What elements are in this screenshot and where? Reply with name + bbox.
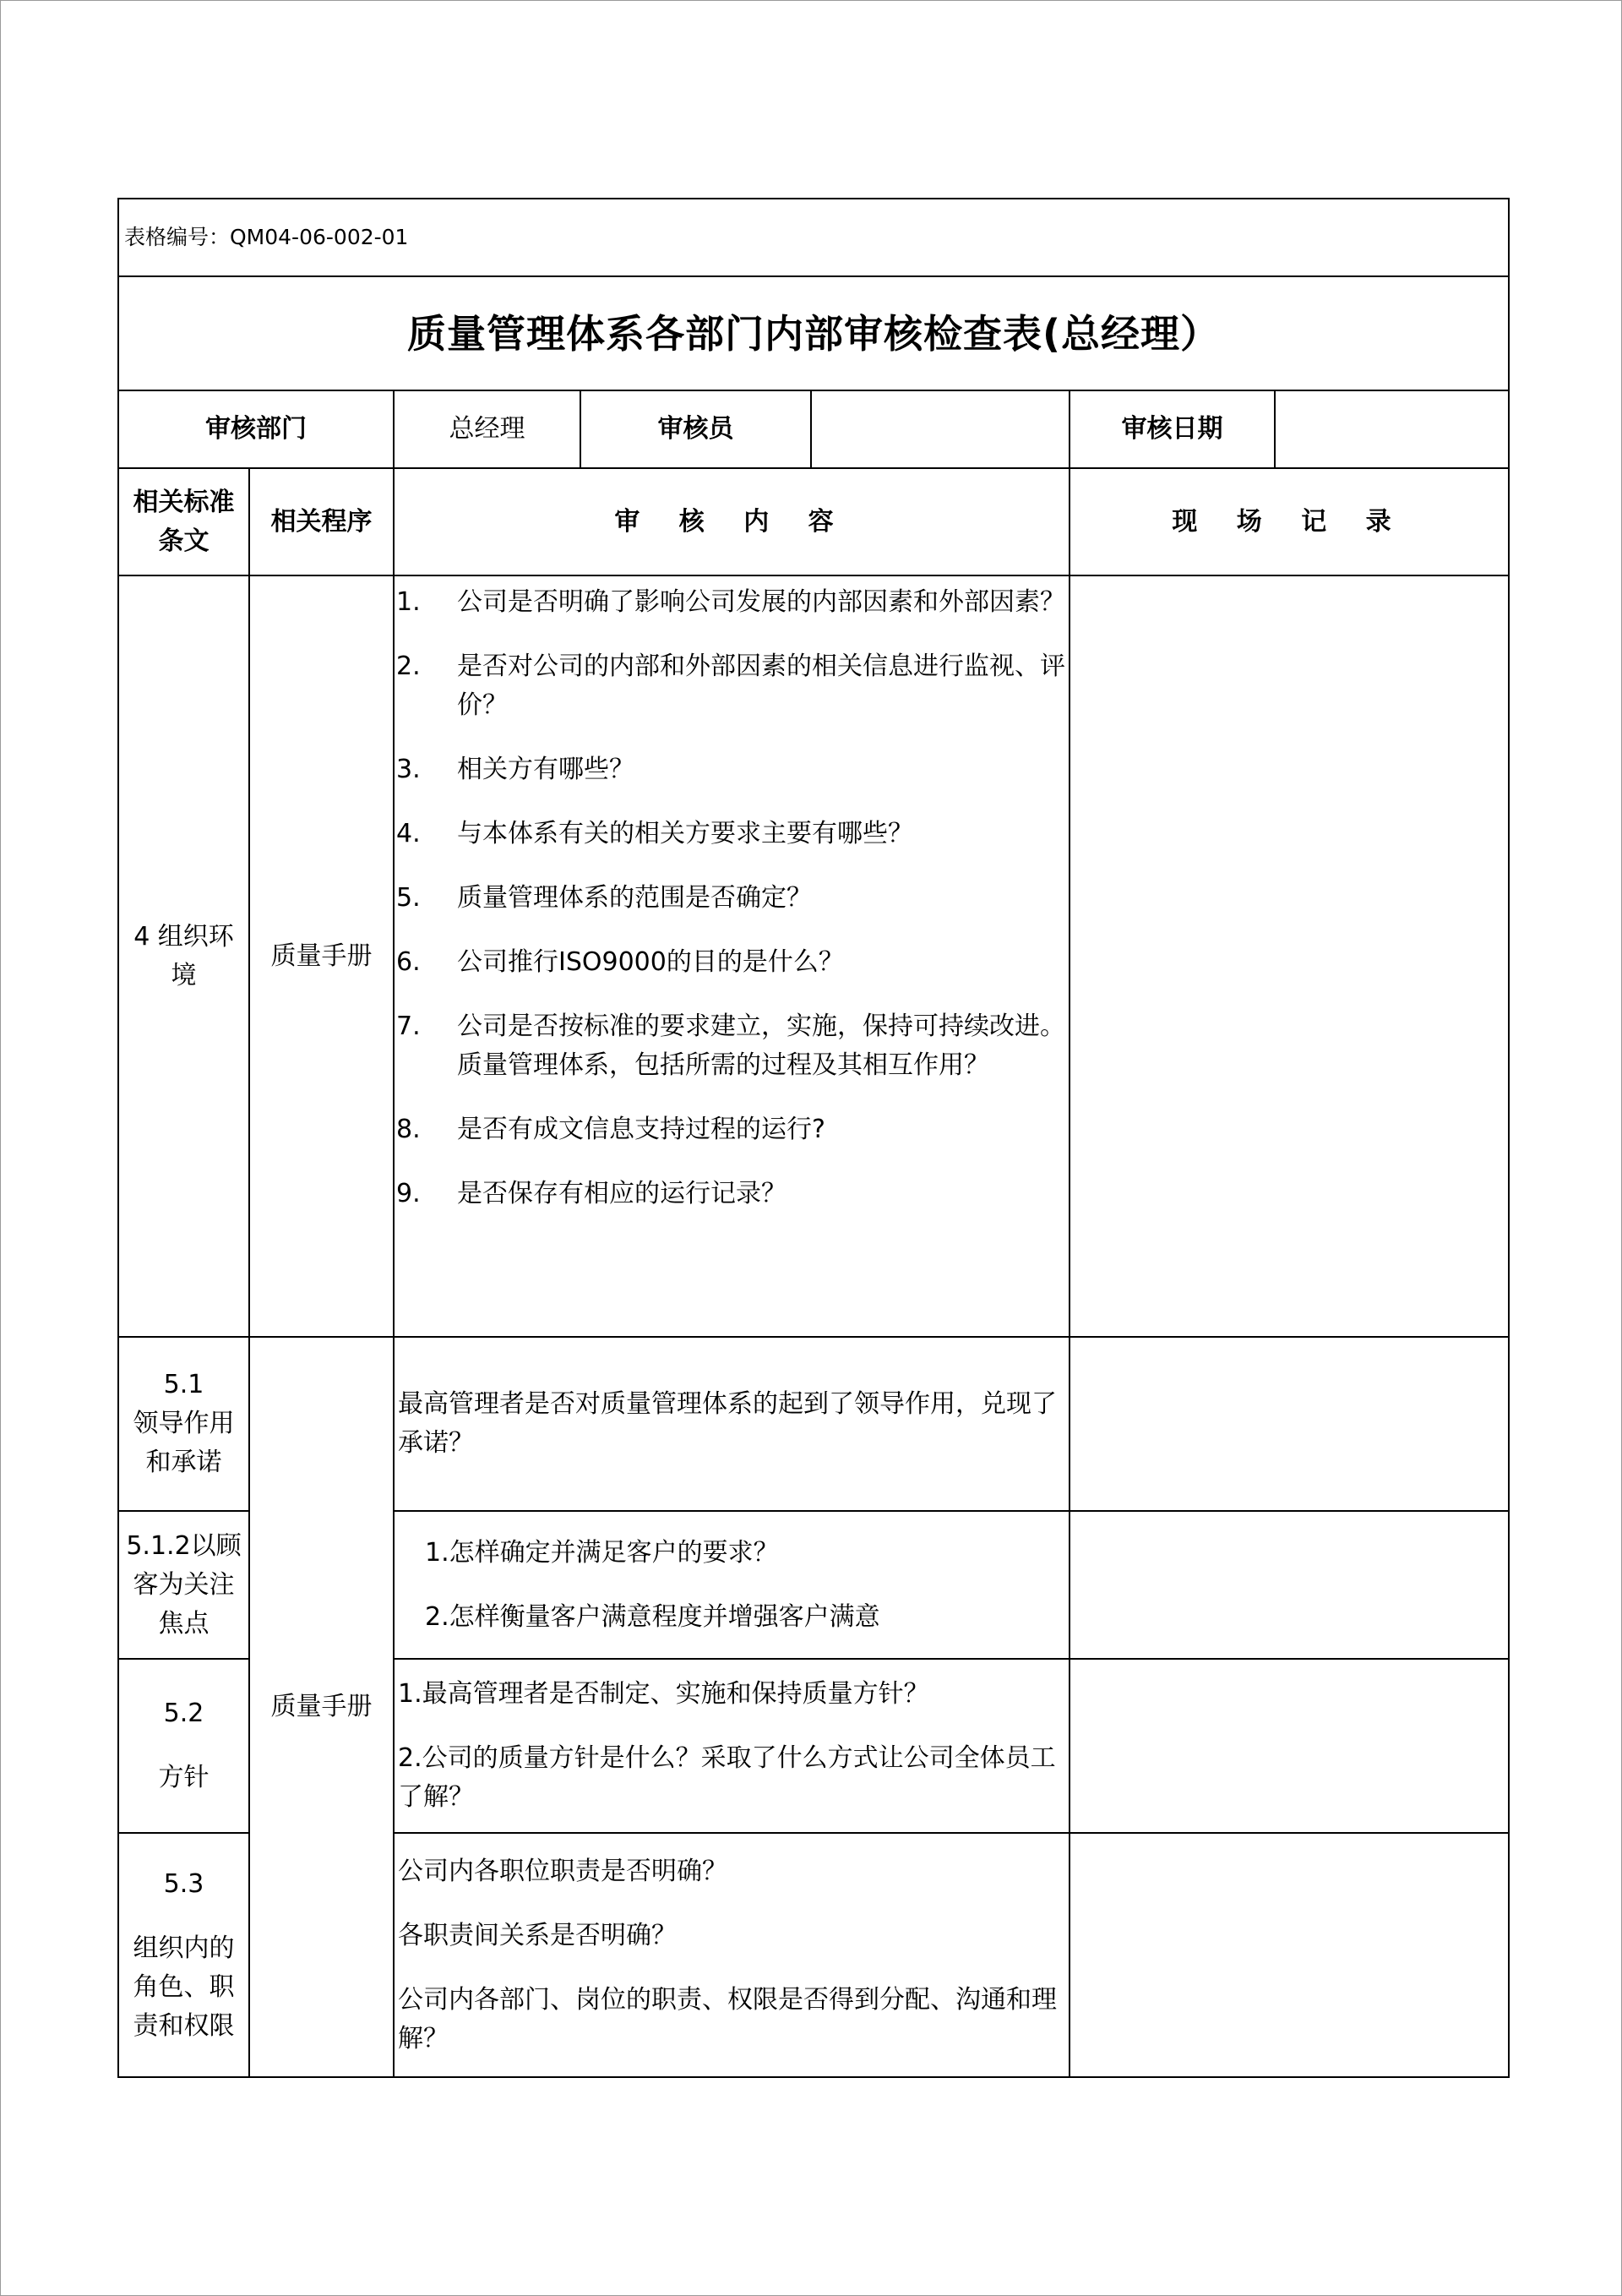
list-item: 9. 是否保存有相应的运行记录？ [396,1179,787,1208]
list-item: 4. 与本体系有关的相关方要求主要有哪些？ [396,819,913,848]
list-item: 公司内各部门、岗位的职责、权限是否得到分配、沟通和理解？ [398,1984,1057,2053]
content-5-1-2 [394,1511,1070,1659]
list-item: 1. 公司是否明确了影响公司发展的内部因素和外部因素？ [396,587,1065,617]
col-header-record: 现 场 记 录 [1070,468,1509,575]
procedure-4: 质量手册 [249,575,394,1337]
auditor-label: 审核员 [580,390,811,468]
content-5-1: 最高管理者是否对质量管理体系的起到了领导作用，兑现了承诺？ [394,1337,1070,1511]
list-item: 2. 是否对公司的内部和外部因素的相关信息进行监视、评价？ [396,652,1065,720]
audit-date-label: 审核日期 [1070,390,1275,468]
record-5-3[interactable] [1070,1833,1509,2077]
list-item: 2.怎样衡量客户满意程度并增强客户满意 [425,1601,880,1632]
form-number: 表格编号：QM04-06-002-01 [118,199,1509,276]
clause-5-1 [118,1337,249,1511]
clause-5-3-num: 5.3 [163,1868,204,1899]
list-item: 2.公司的质量方针是什么？采取了什么方式让公司全体员工了解？ [398,1743,1056,1812]
page-title: 质量管理体系各部门内部审核检查表(总经理） [118,276,1509,390]
list-item: 1.怎样确定并满足客户的要求？ [425,1537,779,1568]
record-4[interactable] [1070,575,1509,1337]
clause-5-3-title: 组织内的角色、职责和权限 [133,1933,235,2041]
list-item: 7. 公司是否按标准的要求建立，实施，保持可持续改进。质量管理体系，包括所需的过程及其相互作用？ [396,1012,1065,1080]
record-5-2[interactable] [1070,1659,1509,1833]
list-item: 各职责间关系是否明确？ [398,1920,677,1950]
clause-5-3 [118,1833,249,2077]
audit-checklist-table [117,198,1510,2078]
record-5-1[interactable] [1070,1337,1509,1511]
list-item: 1.最高管理者是否制定、实施和保持质量方针？ [398,1679,929,1709]
clause-4: 4 组织环境 [118,575,249,1337]
list-item: 5. 质量管理体系的范围是否确定？ [396,883,812,913]
clause-5-1-num: 5.1 [163,1370,204,1399]
dept-label: 审核部门 [118,390,394,468]
auditor-value[interactable] [811,390,1070,468]
dept-value[interactable]: 总经理 [394,390,580,468]
content-5-3 [394,1833,1070,2077]
clause-5-2-title: 方针 [158,1763,210,1792]
clause-5-1-2: 5.1.2以顾客为关注焦点 [118,1511,249,1659]
record-5-1-2[interactable] [1070,1511,1509,1659]
content-4 [394,575,1070,1337]
clause-5-1-title: 领导作用和承诺 [133,1409,235,1477]
clause-5-2 [118,1659,249,1833]
audit-date-value[interactable] [1275,390,1509,468]
list-item: 3. 相关方有哪些？ [396,755,634,784]
list-item: 6. 公司推行ISO9000的目的是什么？ [396,947,844,977]
procedure-5: 质量手册 [249,1337,394,2077]
clause-5-2-num: 5.2 [163,1699,204,1728]
list-item: 公司内各职位职责是否明确？ [398,1856,727,1886]
list-item: 8. 是否有成文信息支持过程的运行? [396,1115,825,1144]
col-header-clause: 相关标准条文 [118,468,249,575]
content-5-2 [394,1659,1070,1833]
col-header-procedure: 相关程序 [249,468,394,575]
col-header-content: 审 核 内 容 [394,468,1070,575]
